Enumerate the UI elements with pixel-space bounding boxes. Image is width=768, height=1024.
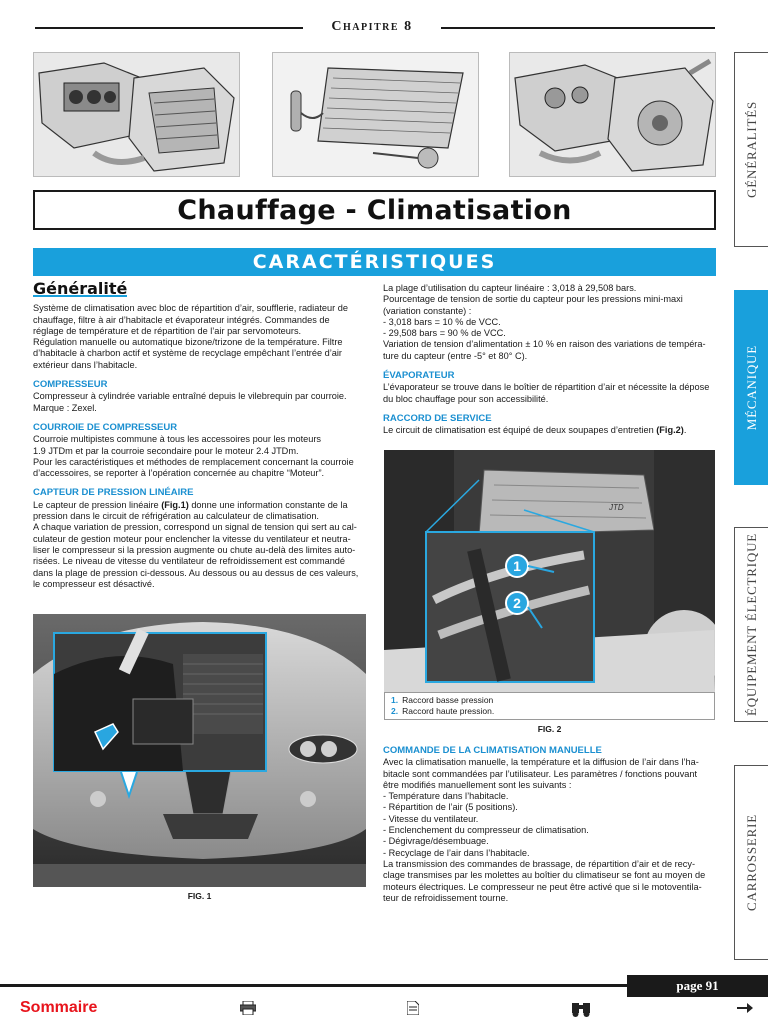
text-line: bitacle sont commandées par l’utilisateur. Les paramètres / fonctions pouvant xyxy=(383,768,698,779)
subheading-commande: COMMANDE DE LA CLIMATISATION MANUELLE xyxy=(383,745,602,756)
tab-mecanique[interactable] xyxy=(734,290,768,485)
text-fragment: Le capteur de pression linéaire xyxy=(33,499,162,510)
callout-1-label: 1 xyxy=(513,558,521,574)
text-line: du bloc chauffage pour son accessibilité. xyxy=(383,393,549,404)
hvac-unit-illustration-left xyxy=(33,52,240,177)
text-fragment: . xyxy=(683,425,687,436)
tab-generalites[interactable] xyxy=(734,52,768,247)
fig1-reference: (Fig.1) xyxy=(161,499,189,510)
text-line: 1.9 JTDm et par la courroie secondaire pour le moteur 2.4 JTDm. xyxy=(33,445,299,456)
text-line: Système de climatisation avec bloc de répartition d’air, soufflerie, radiateur de xyxy=(33,303,348,314)
text-line: d’habitacle à charbon actif et système de recyclage empêchant l’entrée d’air xyxy=(33,348,342,359)
text-line: Compresseur à cylindrée variable entraîné depuis le vilebrequin par courroie. xyxy=(33,391,347,402)
text-line: réglage de température et de répartition de l’air par servomoteurs. xyxy=(33,325,302,336)
text-line xyxy=(33,500,366,511)
text-line: être modifiés manuellement sont les suivants : xyxy=(383,779,572,790)
text-line: extérieur dans l’habitacle. xyxy=(33,359,138,370)
text-line: dans la plage de pression ci-dessous. Au dessous ou au dessus de ces valeurs, xyxy=(33,567,359,578)
text-line: - Répartition de l’air (5 positions). xyxy=(383,802,518,813)
text-line: Avec la climatisation manuelle, la température et la diffusion de l’air dans l’ha- xyxy=(383,757,699,768)
tab-label: CARROSSERIE xyxy=(743,814,759,911)
engine-label: JTD xyxy=(609,503,624,512)
text-line xyxy=(383,425,715,436)
sommaire-link[interactable]: Sommaire xyxy=(20,999,98,1016)
text-line: Marque : Zexel. xyxy=(33,402,97,413)
text-line: - Enclenchement du compresseur de climatisation. xyxy=(383,825,589,836)
text-line: - Vitesse du ventilateur. xyxy=(383,813,479,824)
text-line: - 29,508 bars = 90 % de VCC. xyxy=(383,328,506,339)
text-line: pression dans le circuit de réfrigération au calculateur de climatisation. xyxy=(33,511,319,522)
text-line: teur de refroidissement tourne. xyxy=(383,892,509,903)
capteur-continued-paragraph xyxy=(383,283,715,362)
text-line: liser le compresseur si la pression augmente ou chute au-delà des limites auto- xyxy=(33,544,356,555)
fig2-photo xyxy=(384,450,715,692)
text-line: L’évaporateur se trouve dans le boîtier de répartition d’air et nécessite la dépose xyxy=(383,382,710,393)
text-line: risées. Le niveau de vitesse du ventilateur de refroidissement est commandé xyxy=(33,556,346,567)
text-fragment: donne une information constante de la xyxy=(188,499,348,510)
text-line: clage transmises par les molettes au boîtier du climatiseur se font au moyen de xyxy=(383,870,706,881)
text-line: La transmission des commandes de brassage, de répartition d’air et de recy- xyxy=(383,858,696,869)
right-column-top xyxy=(383,283,715,437)
tab-carrosserie[interactable] xyxy=(734,765,768,960)
subheading-courroie: COURROIE DE COMPRESSEUR xyxy=(33,421,178,433)
capteur-paragraph xyxy=(33,500,366,590)
text-line: - Recyclage de l’air dans l’habitacle. xyxy=(383,847,530,858)
text-line: - Température dans l’habitacle. xyxy=(383,791,509,802)
legend-text: Raccord basse pression xyxy=(402,695,494,705)
text-line: d’accessoires, se reporter à l’opération concernée au chapitre “Moteur”. xyxy=(33,468,325,479)
subheading-capteur: CAPTEUR DE PRESSION LINÉAIRE xyxy=(33,487,194,499)
section-title: CARACTÉRISTIQUES xyxy=(252,251,497,273)
condenser-illustration xyxy=(272,52,479,177)
tab-label: ÉQUIPEMENT ÉLECTRIQUE xyxy=(743,532,759,716)
subheading-raccord: RACCORD DE SERVICE xyxy=(383,412,492,424)
fig2-legend xyxy=(384,692,715,720)
text-line: Pour les caractéristiques et méthodes de remplacement concernant la courroie xyxy=(33,456,354,467)
text-line: culateur de gestion moteur pour enclencher la vitesse du ventilateur et neutra- xyxy=(33,533,351,544)
text-line: La plage d’utilisation du capteur linéaire : 3,018 à 29,508 bars. xyxy=(383,283,637,293)
text-line: - Dégivrage/désembuage. xyxy=(383,836,489,847)
raccord-paragraph xyxy=(383,425,715,436)
text-line: Courroie multipistes commune à tous les accessoires pour les moteurs xyxy=(33,434,321,445)
document-icon[interactable] xyxy=(407,1001,419,1018)
text-line: - 3,018 bars = 10 % de VCC. xyxy=(383,316,501,327)
legend-number: 1. xyxy=(391,695,399,705)
text-line: Variation de tension d’alimentation ± 10 % en raison des variations de tempéra- xyxy=(383,339,706,350)
legend-item xyxy=(391,706,708,717)
page-number: page 91 xyxy=(627,975,768,997)
heading-generalite: Généralité xyxy=(33,279,128,298)
legend-number: 2. xyxy=(391,706,399,716)
fig2-reference: (Fig.2) xyxy=(656,425,684,436)
text-line: A chaque variation de pression, correspond un signal de tension qui sert au cal- xyxy=(33,522,357,533)
right-column-bottom xyxy=(383,737,715,904)
hvac-unit-illustration-right xyxy=(509,52,716,177)
text-line: moteurs électriques. Le compresseur ne peut être activé que si le motoventila- xyxy=(383,881,702,892)
page-title: Chauffage - Climatisation xyxy=(177,194,572,226)
tab-equipement-electrique[interactable] xyxy=(734,527,768,722)
title-box xyxy=(33,190,716,230)
printer-icon[interactable] xyxy=(240,1001,256,1018)
fig2-caption: FIG. 2 xyxy=(537,724,562,734)
courroie-paragraph xyxy=(33,434,366,479)
text-line: le compresseur est désactivé. xyxy=(33,578,155,589)
intro-paragraph xyxy=(33,303,366,371)
legend-text: Raccord haute pression. xyxy=(402,706,495,716)
tab-label: GÉNÉRALITÉS xyxy=(743,101,759,198)
commande-paragraph xyxy=(383,757,715,904)
evaporateur-paragraph xyxy=(383,382,715,405)
text-line: chauffage, filtre à air d’habitacle et évaporateur intégrés. Commandes de xyxy=(33,314,330,325)
legend-item xyxy=(391,695,708,706)
arrow-right-icon[interactable] xyxy=(737,1001,753,1017)
text-line: ture du capteur (entre -5° et 80° C). xyxy=(383,350,528,361)
fig1-caption: FIG. 1 xyxy=(187,891,212,901)
left-column xyxy=(33,279,366,590)
text-line: (variation constante) : xyxy=(383,305,472,316)
subheading-evaporateur: ÉVAPORATEUR xyxy=(383,370,455,382)
text-line: Pourcentage de tension de sortie du capteur pour les pressions mini-maxi xyxy=(383,294,683,305)
tab-label: MÉCANIQUE xyxy=(743,344,759,431)
text-fragment: Le circuit de climatisation est équipé de deux soupapes d’entretien xyxy=(383,425,657,436)
compresseur-paragraph xyxy=(33,391,366,414)
text-line: Régulation manuelle ou automatique bizone/trizone de la température. Filtre xyxy=(33,337,343,348)
fig1-photo xyxy=(33,614,366,887)
section-band xyxy=(33,248,716,276)
binoculars-icon[interactable] xyxy=(571,1001,591,1020)
chapter-label: Chapitre 8 xyxy=(303,19,441,37)
callout-2-label: 2 xyxy=(513,595,521,611)
subheading-compresseur: COMPRESSEUR xyxy=(33,379,108,391)
